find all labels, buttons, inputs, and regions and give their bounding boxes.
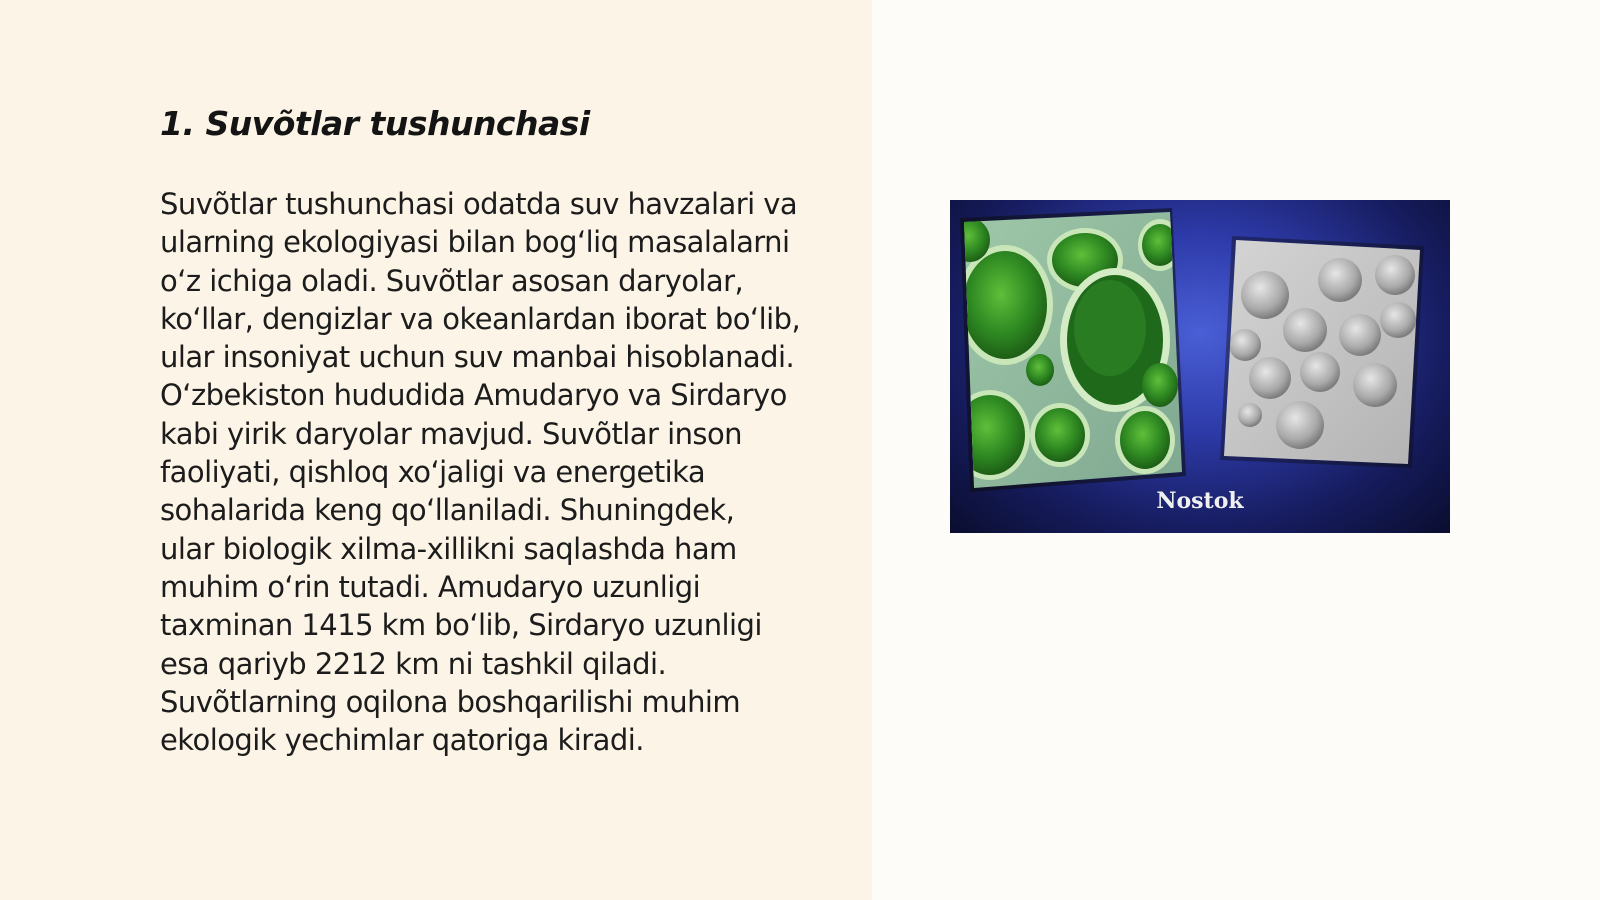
nostoc-illustration (950, 200, 1450, 533)
figure-caption: Nostok (1156, 488, 1244, 514)
nostoc-figure (950, 200, 1450, 533)
slide-title: 1. Suvõtlar tushunchasi (160, 104, 590, 143)
slide-body-text: Suvõtlar tushunchasi odatda suv havzalari va ularning ekologiyasi bilan bog‘liq masalalarni o‘z ichiga oladi. Suvõtlar asosan daryolar, ko‘llar, dengizlar va okeanlardan iborat bo‘lib, ular insoniyat uchun suv manbai hisoblanadi. O‘zbekiston hududida Amudaryo va Sirdaryo kabi yirik daryolar mavjud. Suvõtlar inson faoliyati, qishloq xo‘jaligi va energetika sohalarida keng qo‘llaniladi. Shuningdek, ular biologik xilma-xillikni saqlashda ham muhim o‘rin tutadi. Amudaryo uzunligi taxminan 1415 km bo‘lib, Sirdaryo uzunligi esa qariyb 2212 km ni tashkil qiladi. Suvõtlarning oqilona boshqarilishi muhim ekologik yechimlar qatoriga kiradi. (160, 187, 801, 758)
